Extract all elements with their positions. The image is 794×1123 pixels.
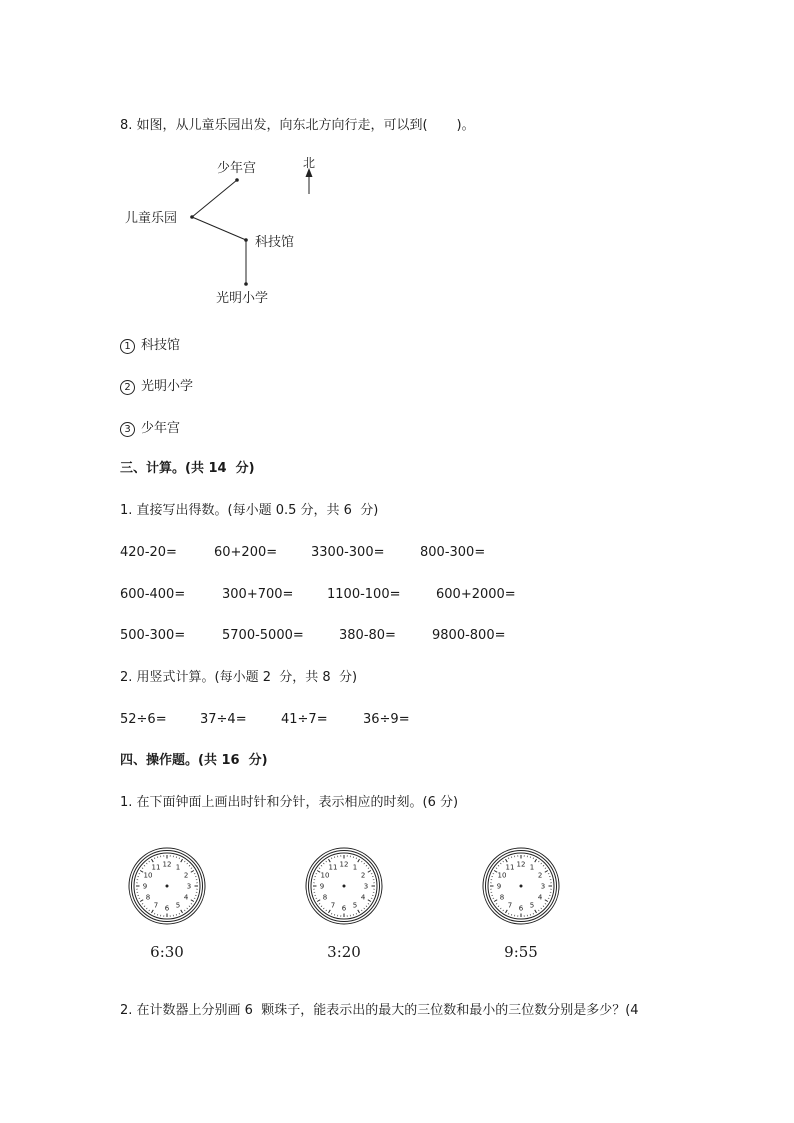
clock-numeral: 8 [145,893,151,902]
clock-numeral: 3 [363,882,369,891]
clock-numeral: 11 [328,863,338,872]
clock-numeral: 4 [537,893,543,902]
section-3-q1-title: 1. 直接写出得数。(每小题 0.5 分，共 6 分) [120,503,379,518]
direction-map [115,150,315,310]
calc-item: 500-300= [120,628,186,643]
clock-numeral: 5 [529,901,535,910]
calc-item: 1100-100= [327,587,401,602]
clock-numeral: 9 [319,882,325,891]
section-3-title: 三、计算。(共 14 分) [120,461,255,476]
question-8-text: 8. 如图，从儿童乐园出发，向东北方向行走，可以到( )。 [120,118,475,133]
option-3 [120,421,180,437]
clock-center-dot [166,885,169,888]
option-number: 2 [120,380,135,395]
children-park-dot [190,215,194,219]
calc-item: 600-400= [120,587,186,602]
calc-item: 9800-800= [432,628,506,643]
clock-numeral: 7 [330,901,336,910]
guangming-school-label: 光明小学 [216,291,269,306]
clock-numeral: 1 [175,863,181,872]
section-4-q2-title: 2. 在计数器上分别画 6 颗珠子，能表示出的最大的三位数和最小的三位数分别是多少？(4 [120,1003,639,1018]
clock-numeral: 6 [518,904,524,913]
option-text: 光明小学 [141,379,194,394]
clock-numeral: 11 [151,863,161,872]
section-4-title: 四、操作题。(共 16 分) [120,753,268,768]
clock-face-icon[interactable] [481,846,561,926]
calc-item: 60+200= [214,545,278,560]
clock-numeral: 2 [183,871,189,880]
science-museum-label: 科技馆 [255,235,295,250]
clock-numeral: 3 [186,882,192,891]
calc-item: 300+700= [222,587,294,602]
clock-time-label: 3:20 [327,943,361,961]
calc-row-3 [120,628,540,644]
calc-item: 3300-300= [311,545,385,560]
calc-item: 420-20= [120,545,177,560]
clock-numeral: 7 [153,901,159,910]
clock-numeral: 1 [529,863,535,872]
clock-numeral: 2 [360,871,366,880]
division-row [120,712,440,728]
clock-time-label: 9:55 [504,943,538,961]
clock-numeral: 1 [352,863,358,872]
division-item: 37÷4= [200,712,247,727]
youth-palace-dot [235,178,239,182]
clock-numeral: 10 [320,871,330,880]
clock-face-icon[interactable] [304,846,384,926]
calc-item: 380-80= [339,628,396,643]
calc-item: 600+2000= [436,587,516,602]
section-3-q2-title: 2. 用竖式计算。(每小题 2 分，共 8 分) [120,670,358,685]
clock-numeral: 7 [507,901,513,910]
clock-numeral: 6 [341,904,347,913]
clock-numeral: 8 [322,893,328,902]
youth-palace-label: 少年宫 [217,161,257,176]
clock-numeral: 10 [497,871,507,880]
clock-numeral: 12 [162,860,172,869]
clock-numeral: 9 [496,882,502,891]
calc-item: 800-300= [420,545,486,560]
clock-numeral: 12 [516,860,526,869]
clock-numeral: 3 [540,882,546,891]
division-item: 36÷9= [363,712,410,727]
clock-numeral: 4 [183,893,189,902]
calc-row-2 [120,587,540,603]
clock-numeral: 11 [505,863,515,872]
calc-row-1 [120,545,540,561]
calc-item: 5700-5000= [222,628,304,643]
clock-2 [304,846,384,976]
clock-numeral: 2 [537,871,543,880]
clock-center-dot [343,885,346,888]
clock-center-dot [520,885,523,888]
clock-1 [127,846,207,976]
division-item: 52÷6= [120,712,167,727]
children-park-label: 儿童乐园 [125,211,178,226]
clock-numeral: 4 [360,893,366,902]
clock-numeral: 9 [142,882,148,891]
division-item: 41÷7= [281,712,328,727]
clock-face-icon[interactable] [127,846,207,926]
option-1 [120,338,180,354]
clock-numeral: 5 [352,901,358,910]
clock-time-label: 6:30 [150,943,184,961]
section-4-q1-title: 1. 在下面钟面上画出时针和分针，表示相应的时刻。(6 分) [120,795,459,810]
north-label: 北 [303,156,315,170]
clock-numeral: 10 [143,871,153,880]
clock-numeral: 5 [175,901,181,910]
clock-numeral: 12 [339,860,349,869]
science-museum-dot [244,238,248,242]
guangming-school-dot [244,282,248,286]
option-text: 少年宫 [141,421,181,436]
clock-3 [481,846,561,976]
option-number: 1 [120,339,135,354]
option-number: 3 [120,422,135,437]
option-text: 科技馆 [141,338,181,353]
clock-numeral: 8 [499,893,505,902]
clock-numeral: 6 [164,904,170,913]
option-2 [120,379,193,395]
